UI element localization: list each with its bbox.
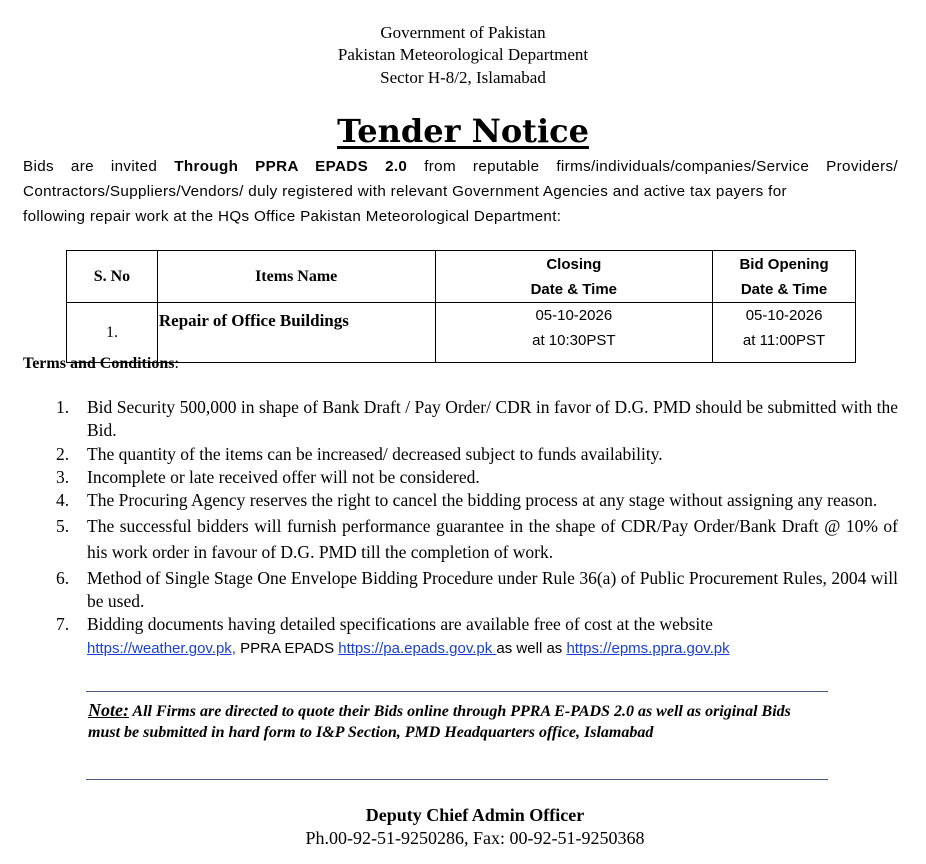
list-item [56,466,898,489]
header-government: Government of Pakistan [380,23,546,42]
divider-bottom [86,779,828,780]
table-header-row [67,251,856,303]
list-item-text: The quantity of the items can be increased/ decreased subject to funds availability. [87,444,663,464]
cell-opening-time: at 11:00PST [742,332,826,349]
header-opening-line1: Bid Opening [739,255,829,273]
list-item-number: 4. [56,490,70,510]
cell-opening [713,303,856,363]
table-row [67,303,856,363]
text-as-well-as: as well as [496,640,567,657]
list-item-text: The successful bidders will furnish performance guarantee in the shape of CDR/Pay Order/Bank Draft @ 10% of his work order in favour of D.G. PMD till the completion of work. [87,516,898,562]
list-item-text: Incomplete or late received offer will not be considered. [87,467,480,487]
list-item-number: 2. [56,444,70,464]
list-item-text: Bid Security 500,000 in shape of Bank Draft / Pay Order/ CDR in favor of D.G. PMD should be submitted with the Bid. [87,397,898,440]
list-item-number: 1. [56,397,70,417]
website-link-weather[interactable]: https://weather.gov.pk, [87,640,236,657]
note-text: All Firms are directed to quote their Bids online through PPRA E-PADS 2.0 as well as original Bids must be submitted in hard form to I&P Section, PMD Headquarters office, Islamabad [88,703,791,741]
list-item-number: 7. [56,614,70,634]
list-item-number: 5. [56,516,70,536]
website-link-epms[interactable]: https://epms.ppra.gov.pk [566,640,730,657]
cell-closing-date: 05-10-2026 [535,307,613,324]
list-item-number: 6. [56,568,70,588]
signature-title: Deputy Chief Admin Officer [365,805,585,825]
header-sno: S. No [67,251,158,303]
website-link-epads[interactable]: https://pa.epads.gov.pk [338,640,497,657]
intro-paragraph [23,154,898,229]
cell-opening-date: 05-10-2026 [745,307,823,324]
header-address: Sector H-8/2, Islamabad [380,68,546,87]
list-item [56,567,898,613]
list-item-text: Bidding documents having detailed specifications are available free of cost at the website [87,614,713,634]
terms-heading [23,355,179,373]
header-closing-line2: Date & Time [530,280,618,298]
terms-list [56,396,898,660]
text-ppra-epads: PPRA EPADS [235,640,339,657]
header-department: Pakistan Meteorological Department [337,45,589,64]
list-item-number: 3. [56,467,70,487]
cell-sno: 1. [67,303,158,363]
header-opening-line2: Date & Time [740,280,828,298]
list-item [56,489,898,512]
list-item [56,613,898,660]
list-item-text: The Procuring Agency reserves the right to cancel the bidding process at any stage without assigning any reason. [87,490,878,510]
list-item [56,396,898,442]
divider-top [86,691,828,692]
terms-heading-colon: : [174,355,179,372]
cell-closing [435,303,713,363]
note-box [88,700,818,743]
header-item-name: Items Name [157,251,435,303]
list-item-text: Method of Single Stage One Envelope Bidding Procedure under Rule 36(a) of Public Procurement Rules, 2004 will be used. [87,568,898,611]
intro-text-1: Bids are invited [23,158,175,175]
list-item [56,443,898,466]
header-closing-line1: Closing [546,255,602,273]
tender-table [66,250,856,363]
note-label: Note: [88,700,129,720]
page-title: Tender Notice [337,112,589,150]
signature-contact: Ph.00-92-51-9250286, Fax: 00-92-51-9250368 [305,828,645,848]
intro-text-2: from reputable firms/individuals/companies/Service Providers/ Contractors/Suppliers/Vendors/ duly registered with relevant Government Agencies and active tax payers for [23,158,899,200]
list-item [56,513,898,565]
terms-heading-text: Terms and Conditions [23,355,175,372]
cell-item-name: Repair of Office Buildings [157,303,435,363]
header-opening [713,251,856,303]
intro-bold: Through PPRA EPADS 2.0 [174,158,408,175]
cell-closing-time: at 10:30PST [532,332,616,349]
intro-text-3: following repair work at the HQs Office Pakistan Meteorological Department: [23,208,562,225]
header-closing [435,251,713,303]
